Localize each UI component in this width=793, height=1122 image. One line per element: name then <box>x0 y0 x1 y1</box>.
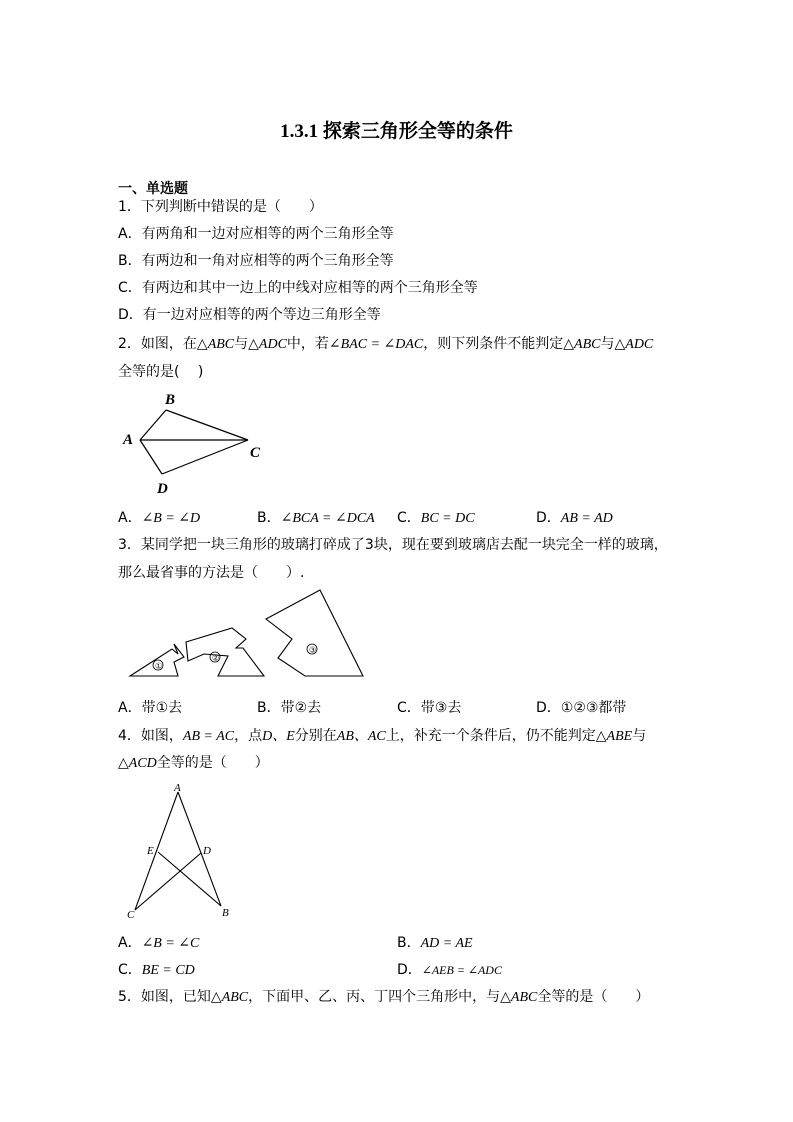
q2-option-b <box>257 507 375 527</box>
q4-stem-line2 <box>118 752 269 772</box>
q2-option-math: ∠BCA = ∠DCA <box>280 511 375 526</box>
q3-option-a: A．带①去 <box>118 700 183 716</box>
q2-label-b: B <box>165 392 176 408</box>
q2-condition: ∠BAC = ∠DAC <box>328 337 424 352</box>
q3-option-b: B．带②去 <box>257 700 322 716</box>
q4-option-math: AD = AE <box>420 936 473 951</box>
q3-option-d: D．①②③都带 <box>536 700 627 716</box>
q2-stem-part: 中，若 <box>286 336 329 352</box>
q4-stem-part: 与 <box>632 728 647 744</box>
q2-option-a <box>118 507 200 527</box>
q2-option-letter: D． <box>536 510 561 526</box>
q3-label-3: ③ <box>309 645 317 655</box>
q4-stem-part: 上，补充一个条件后，仍不能判定 <box>385 728 596 744</box>
q4-label-d: D <box>203 845 211 857</box>
q4-option-d <box>397 959 502 979</box>
q2-option-letter: B． <box>257 510 281 526</box>
q2-stem-line1 <box>118 333 653 353</box>
q4-stem-line1 <box>118 725 646 745</box>
q2-stem-part: ，则下列条件不能判定 <box>423 336 564 352</box>
q4-points: D、E <box>262 729 295 744</box>
q4-stem-part: 分别在 <box>294 728 337 744</box>
q2-option-math: BC = DC <box>420 511 475 526</box>
q4-sides: AB、AC <box>336 729 386 744</box>
q1-option-b: B．有两边和一角对应相等的两个三角形全等 <box>118 253 394 269</box>
q3-label-1: ① <box>155 661 163 671</box>
q4-option-math: ∠B = ∠C <box>141 936 200 951</box>
q5-triangle-abc: △ABC <box>500 990 538 1005</box>
q2-option-letter: C． <box>397 510 421 526</box>
q1-option-c: C．有两边和其中一边上的中线对应相等的两个三角形全等 <box>118 280 478 296</box>
q5-stem-part: 全等的是（ ） <box>537 989 650 1005</box>
q2-stem-line2: 全等的是( ) <box>118 364 204 380</box>
q1-stem: 1．下列判断中错误的是（ ） <box>118 199 323 215</box>
q4-option-c <box>118 959 195 979</box>
q2-label-d: D <box>157 481 168 497</box>
q4-option-math: ∠AEB = ∠ADC <box>421 963 502 977</box>
page-title: 1.3.1 探索三角形全等的条件 <box>280 121 513 142</box>
q2-stem-part: 2．如图，在 <box>118 336 197 352</box>
q3-option-c: C．带③去 <box>397 700 462 716</box>
q2-label-a: A <box>123 432 134 448</box>
q5-stem-part: 5．如图，已知 <box>118 989 211 1005</box>
q4-option-letter: A． <box>118 935 142 951</box>
q3-stem-line1: 3．某同学把一块三角形的玻璃打碎成了3块，现在要到玻璃店去配一块完全一样的玻璃， <box>118 537 668 553</box>
q4-option-letter: C． <box>118 962 142 978</box>
q1-option-d: D．有一边对应相等的两个等边三角形全等 <box>118 307 381 323</box>
q2-triangle-adc: △ADC <box>614 337 654 352</box>
q2-triangle-abc: △ABC <box>196 337 235 352</box>
q2-option-math: AB = AD <box>560 511 613 526</box>
q4-label-c: C <box>127 909 135 921</box>
q4-option-a <box>118 932 199 952</box>
q2-option-math: ∠B = ∠D <box>141 511 201 526</box>
q5-stem-part: ，下面甲、乙、丙、丁四个三角形中，与 <box>248 989 501 1005</box>
q2-option-c <box>397 507 475 527</box>
q3-label-2: ② <box>212 653 220 663</box>
q4-condition: AB = AC <box>182 729 235 744</box>
q4-label-b: B <box>222 907 229 919</box>
q4-triangle-abe: △ABE <box>595 729 633 744</box>
q3-fragment-2 <box>186 628 264 676</box>
q4-stem-part: ，点 <box>234 728 263 744</box>
section-heading: 一、单选题 <box>118 181 188 197</box>
q2-label-c: C <box>250 445 261 461</box>
q4-stem-part: 4．如图， <box>118 728 183 744</box>
q4-triangle-figure <box>118 780 248 922</box>
q2-kite-figure <box>118 386 278 498</box>
q2-stem-part: 与 <box>234 336 249 352</box>
q4-option-b <box>397 932 473 952</box>
q2-option-d <box>536 507 613 527</box>
q4-label-e: E <box>147 845 154 857</box>
q4-option-letter: B． <box>397 935 421 951</box>
q5-triangle-abc: △ABC <box>210 990 249 1005</box>
q4-stem-part: 全等的是（ ） <box>156 755 269 771</box>
q4-option-math: BE = CD <box>141 963 195 978</box>
q4-option-letter: D． <box>397 962 422 978</box>
q2-stem-part: 与 <box>600 336 615 352</box>
q2-option-letter: A． <box>118 510 142 526</box>
q5-stem <box>118 986 649 1006</box>
q4-label-a: A <box>174 782 181 794</box>
q3-glass-fragments-figure <box>126 586 370 680</box>
q1-option-a: A．有两角和一边对应相等的两个三角形全等 <box>118 226 394 242</box>
q2-triangle-abc: △ABC <box>563 337 601 352</box>
q2-triangle-adc: △ADC <box>248 337 287 352</box>
q3-stem-line2: 那么最省事的方法是（ ）. <box>118 565 305 581</box>
q4-triangle-acd: △ACD <box>118 756 157 771</box>
q3-fragment-3 <box>266 590 363 676</box>
